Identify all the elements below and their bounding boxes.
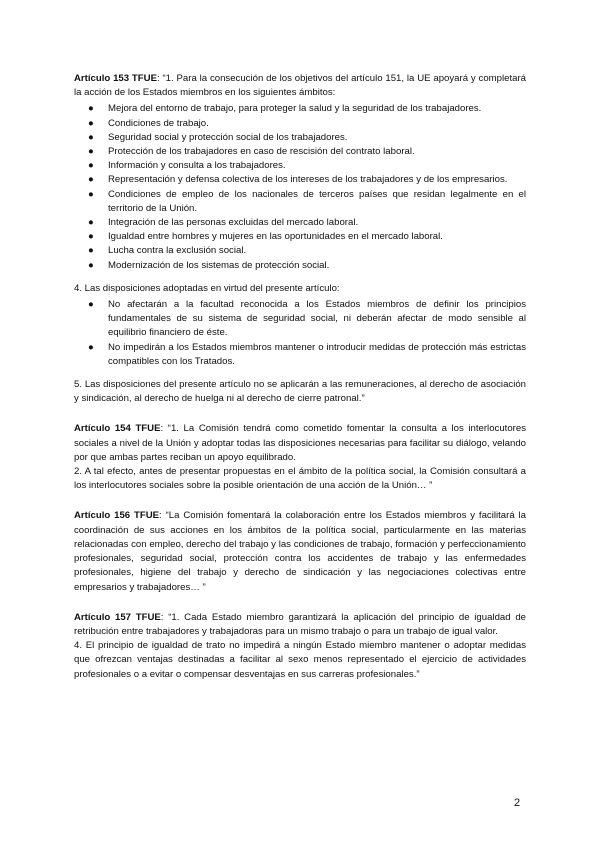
bullet-icon: ●	[88, 299, 94, 311]
article-153-paragraph-4	[74, 282, 526, 369]
list-item-text: No impedirán a los Estados miembros mantener o introducir medidas de protección más estrictas compatibles con los Tratados.	[108, 341, 526, 367]
bullet-icon: ●	[88, 245, 94, 257]
article-153-intro	[74, 72, 526, 100]
list-item-text: Mejora del entorno de trabajo, para proteger la salud y la seguridad de los trabajadores.	[108, 103, 482, 115]
list-item	[74, 341, 526, 369]
list-item-text: Igualdad entre hombres y mujeres en las oportunidades en el mercado laboral.	[108, 231, 443, 243]
list-item	[74, 159, 526, 173]
list-item-text: Protección de los trabajadores en caso de rescisión del contrato laboral.	[108, 146, 415, 158]
list-item	[74, 244, 526, 258]
bullet-icon: ●	[88, 117, 94, 129]
document-body	[74, 72, 526, 691]
article-157-p4: 4. El principio de igualdad de trato no impedirá a ningún Estado miembro mantener o adoptar medidas que ofrezcan ventajas destinadas a facilitar al sexo menos representado el ejercicio de actividades profesionales o a evitar o compensar desventajas en sus carreras profesionales.”	[74, 640, 526, 680]
list-item-text: Condiciones de empleo de los nacionales de terceros países que residan legalmente en el territorio de la Unión.	[108, 188, 526, 214]
article-153-p4-list	[74, 298, 526, 369]
list-item	[74, 216, 526, 230]
page-number: 2	[514, 797, 521, 809]
bullet-icon: ●	[88, 160, 94, 172]
article-153-paragraph-5	[74, 378, 526, 406]
bullet-icon: ●	[88, 259, 94, 271]
article-154-p2: 2. A tal efecto, antes de presentar propuestas en el ámbito de la política social, la Comisión consultará a los interlocutores sociales sobre la posible orientación de una acción de la Unión… ”	[74, 466, 526, 492]
list-item-text: Integración de las personas excluidas del mercado laboral.	[108, 217, 359, 229]
bullet-icon: ●	[88, 341, 94, 353]
list-item-text: Lucha contra la exclusión social.	[108, 245, 247, 257]
article-153-heading: Artículo 153 TFUE	[74, 73, 157, 84]
article-154	[74, 422, 526, 493]
bullet-icon: ●	[88, 231, 94, 243]
article-153-p5: 5. Las disposiciones del presente artículo no se aplicarán a las remuneraciones, al derecho de asociación y sindicación, al derecho de huelga ni al derecho de cierre patronal.”	[74, 379, 526, 405]
article-156-text: : “La Comisión fomentará la colaboración entre los Estados miembros y facilitará la coordinación de sus acciones en los ámbitos de la política social, particularmente en las materias relacionadas con empleo, derecho del trabajo y las condiciones de trabajo, formación y perfeccionamiento profesionales, seguridad social, protección contra los accidentes de trabajo y las enfermedades profesionales, higiene del trabajo y derecho de sindicación y las negociaciones colectivas entre empresarios y trabajadores… ”	[74, 510, 526, 593]
list-item	[74, 145, 526, 159]
bullet-icon: ●	[88, 188, 94, 200]
list-item-text: No afectarán a la facultad reconocida a los Estados miembros de definir los principios fundamentales de su sistema de seguridad social, ni deberán afectar de modo sensible al equilibrio financiero de éste.	[108, 299, 526, 339]
bullet-icon: ●	[88, 131, 94, 143]
bullet-icon: ●	[88, 217, 94, 229]
article-154-heading: Artículo 154 TFUE	[74, 423, 161, 435]
article-153	[74, 72, 526, 273]
article-153-list	[74, 102, 526, 272]
list-item-text: Modernización de los sistemas de protección social.	[108, 259, 330, 271]
list-item	[74, 188, 526, 216]
article-153-intro-text: : “1. Para la consecución de los objetivos del artículo 151, la UE apoyará y completará la acción de los Estados miembros en los siguientes ámbitos:	[74, 73, 526, 99]
article-153-p4-intro: 4. Las disposiciones adoptadas en virtud del presente artículo:	[74, 282, 340, 294]
list-item	[74, 298, 526, 341]
list-item	[74, 230, 526, 244]
list-item-text: Representación y defensa colectiva de los intereses de los trabajadores y de los empresarios.	[108, 174, 508, 186]
list-item	[74, 259, 526, 273]
article-157-text: : “1. Cada Estado miembro garantizará la aplicación del principio de igualdad de retribución entre trabajadores y trabajadoras para un mismo trabajo o para un trabajo de igual valor.	[74, 611, 526, 637]
list-item-text: Condiciones de trabajo.	[108, 117, 209, 129]
article-154-p1	[74, 422, 526, 465]
bullet-icon: ●	[88, 174, 94, 186]
article-157-p1	[74, 611, 526, 639]
article-157	[74, 611, 526, 682]
article-156-p1	[74, 509, 526, 594]
article-157-heading: Artículo 157 TFUE	[74, 611, 161, 623]
list-item-text: Seguridad social y protección social de los trabajadores.	[108, 131, 348, 143]
list-item	[74, 131, 526, 145]
article-156	[74, 509, 526, 594]
article-154-text: : “1. La Comisión tendrá como cometido fomentar la consulta a los interlocutores sociales a nivel de la Unión y adoptar todas las disposiciones necesarias para facilitar su diálogo, velando por que ambas partes reciban un apoyo equilibrado.	[74, 423, 526, 463]
list-item	[74, 173, 526, 187]
list-item	[74, 102, 526, 116]
list-item	[74, 117, 526, 131]
bullet-icon: ●	[88, 146, 94, 158]
article-156-heading: Artículo 156 TFUE	[74, 510, 160, 522]
bullet-icon: ●	[88, 103, 94, 115]
list-item-text: Información y consulta a los trabajadores.	[108, 160, 286, 172]
